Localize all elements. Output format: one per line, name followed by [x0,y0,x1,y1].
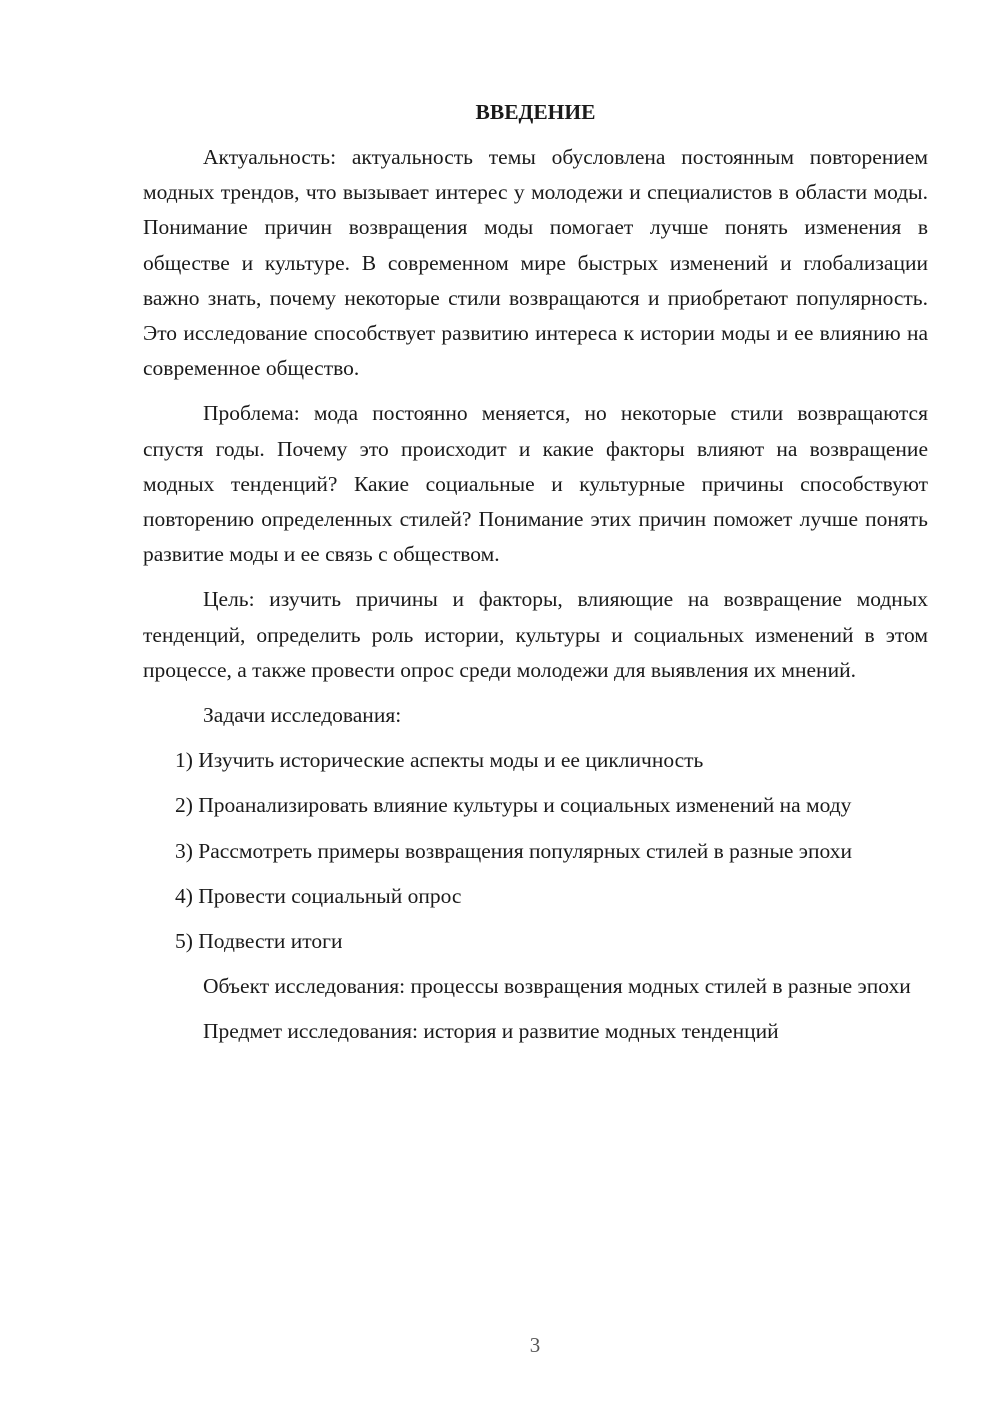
task-item: 2) Проанализировать влияние культуры и социальных изменений на моду [175,793,852,818]
goal-paragraph: Цель: изучить причины и факторы, влияющие на возвращение модных тенденций, определить роль истории, культуры и социальных изменений в этом процессе, а также провести опрос среди молодежи для выявления их мнений. [143,587,928,682]
task-item: 3) Рассмотреть примеры возвращения популярных стилей в разные эпохи [175,838,853,863]
tasks-list [143,743,928,959]
subject-paragraph: Предмет исследования: история и развитие модных тенденций [203,1019,779,1044]
section-heading: ВВЕДЕНИЕ [475,100,596,124]
tasks-label: Задачи исследования: [203,703,402,728]
task-item: 4) Провести социальный опрос [175,883,462,908]
page-content [143,95,928,1060]
page-number: 3 [529,1333,541,1357]
object-paragraph: Объект исследования: процессы возвращения модных стилей в разные эпохи [203,974,911,999]
task-item: 5) Подвести итоги [175,929,343,954]
problem-paragraph: Проблема: мода постоянно меняется, но некоторые стили возвращаются спустя годы. Почему это происходит и какие факторы влияют на возвращение модных тенденций? Какие социальные и культурные причины способствуют повторению определенных стилей? Понимание этих причин поможет лучше понять развитие моды и ее связь с обществом. [143,401,928,567]
relevance-paragraph: Актуальность: актуальность темы обусловлена постоянным повторением модных трендов, что вызывает интерес у молодежи и специалистов в области моды. Понимание причин возвращения моды помогает лучше понять изменения в обществе и культуре. В современном мире быстрых изменений и глобализации важно знать, почему некоторые стили возвращаются и приобретают популярность. Это исследование способствует развитию интереса к истории моды и ее влиянию на современное общество. [143,145,928,381]
task-item: 1) Изучить исторические аспекты моды и ее цикличность [175,748,704,773]
